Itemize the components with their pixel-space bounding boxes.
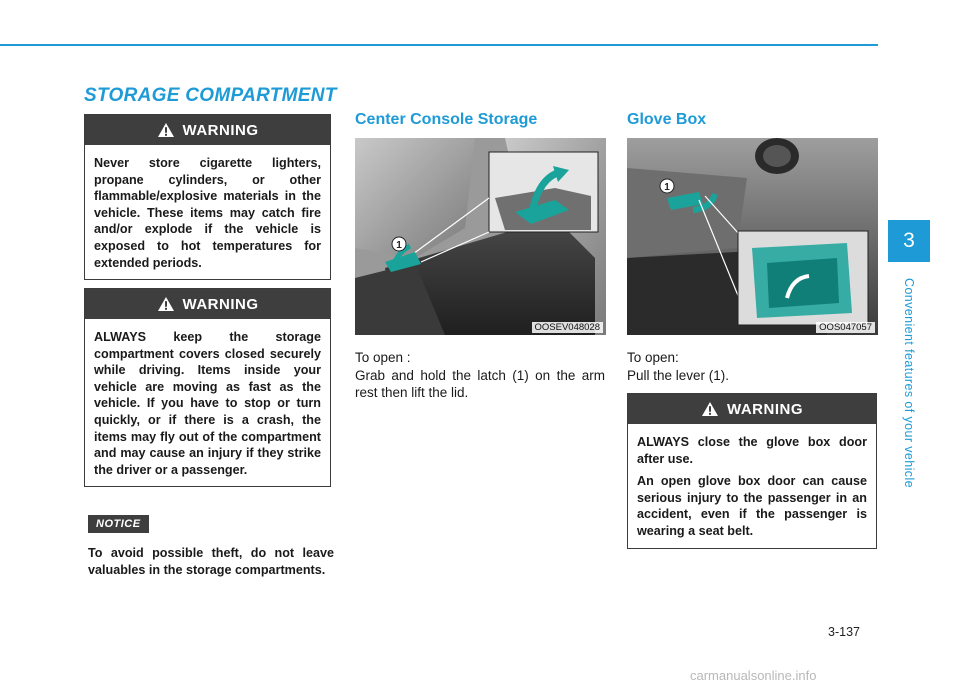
warning-label: WARNING	[727, 400, 803, 418]
center-console-photo	[355, 138, 606, 335]
chapter-tab: 3	[888, 220, 930, 262]
warning-text: ALWAYS close the glove box door after use.	[637, 435, 867, 466]
warning-text: An open glove box door can cause serious injury to the passenger in an accident, even if the passenger is wearing a seat belt.	[637, 474, 867, 538]
notice-text: To avoid possible theft, do not leave valuables in the storage compartments.	[88, 546, 334, 577]
warning-label: WARNING	[182, 121, 259, 139]
warning-box-storage-covers	[84, 288, 331, 487]
callout-number: 1	[664, 182, 670, 193]
warning-text: ALWAYS keep the storage compartment covers closed securely while driving. Items inside your vehicle are moving as fast as the vehicle. If you have to stop or turn quickly, or if there is a crash, the items may fly out of the compartment and may cause an injury if they strike the driver or a passenger.	[94, 330, 321, 477]
center-console-to-open: To open :	[355, 350, 411, 365]
warning-label: WARNING	[182, 295, 259, 313]
warning-triangle-icon	[701, 401, 719, 417]
warning-header	[85, 289, 330, 319]
warning-body	[628, 424, 876, 548]
center-console-instruction: Grab and hold the latch (1) on the arm rest then lift the lid.	[355, 368, 605, 400]
warning-triangle-icon	[157, 122, 175, 138]
glove-box-illustration	[627, 138, 878, 335]
warning-text: Never store cigarette lighters, propane cylinders, or other flammable/explosive materials in the vehicle. These items may catch fire and/or explode if the vehicle is exposed to hot temperatures for extended periods.	[94, 156, 321, 270]
warning-box-flammables	[84, 114, 331, 280]
page-number: 3-137	[828, 625, 860, 639]
center-console-title: Center Console Storage	[355, 111, 538, 128]
warning-body	[85, 319, 330, 486]
notice-badge: NOTICE	[88, 515, 149, 533]
warning-header	[85, 115, 330, 145]
section-title: STORAGE COMPARTMENT	[84, 85, 337, 106]
watermark: carmanualsonline.info	[690, 668, 817, 683]
glove-box-instruction: Pull the lever (1).	[627, 368, 730, 383]
chapter-label-text: Convenient features of your vehicle	[902, 277, 916, 488]
glove-box-photo	[627, 138, 878, 335]
warning-header	[628, 394, 876, 424]
warning-box-glove-box	[627, 393, 877, 549]
center-console-illustration	[355, 138, 606, 335]
image-code: OOS047057	[816, 322, 875, 333]
image-code: OOSEV048028	[532, 322, 604, 333]
glove-box-title: Glove Box	[627, 111, 707, 128]
callout-number: 1	[396, 240, 402, 251]
glove-box-to-open: To open:	[627, 350, 679, 365]
chapter-label	[894, 270, 924, 495]
warning-triangle-icon	[157, 296, 175, 312]
top-rule	[0, 44, 878, 46]
warning-body	[85, 145, 330, 279]
